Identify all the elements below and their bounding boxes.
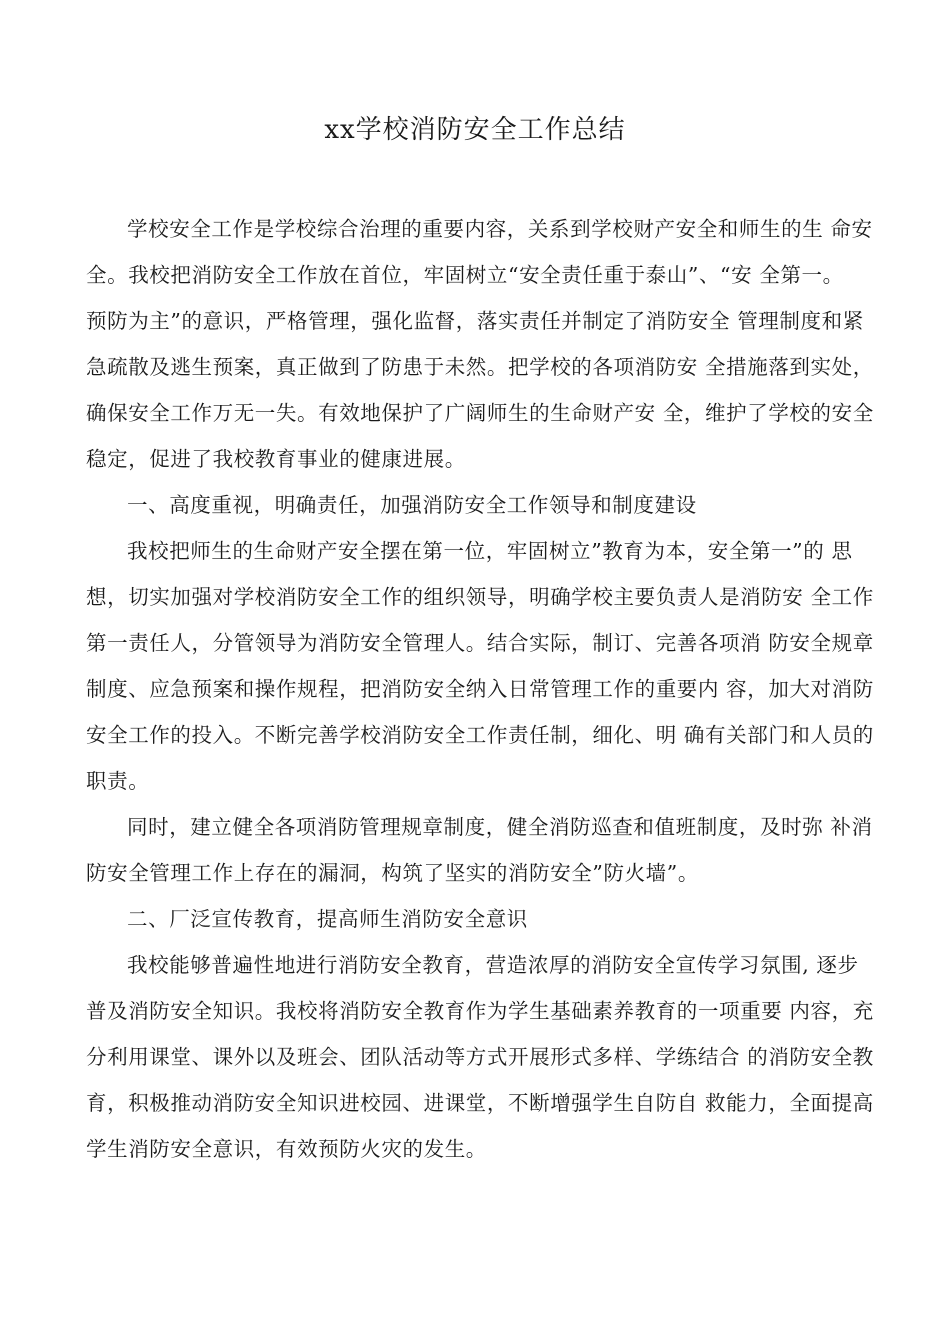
paragraph-line: 第一责任人，分管领导为消防安全管理人。结合实际，制订、完善各项消 防安全规章 xyxy=(86,631,874,655)
paragraph-line: 同时，建立健全各项消防管理规章制度，健全消防巡查和值班制度，及时弥 补消 xyxy=(127,815,873,839)
paragraph-line: 学生消防安全意识，有效预防火灾的发生。 xyxy=(86,1137,487,1161)
paragraph-line: 稳定，促进了我校教育事业的健康进展。 xyxy=(86,447,466,471)
paragraph-section-1-followup xyxy=(86,804,886,896)
section-heading-1 xyxy=(86,482,886,528)
paragraph-line: 急疏散及逃生预案，真正做到了防患于未然。把学校的各项消防安 全措施落到实处， xyxy=(86,355,874,379)
paragraph-section-2-body xyxy=(86,942,886,1172)
paragraph-line: 分利用课堂、课外以及班会、团队活动等方式开展形式多样、学练结合 的消防安全教 xyxy=(86,1045,874,1069)
paragraph-line: 我校能够普遍性地进行消防安全教育，营造浓厚的消防安全宣传学习氛围, 逐步 xyxy=(127,953,859,977)
section-heading-text: 一、高度重视，明确责任，加强消防安全工作领导和制度建设 xyxy=(127,493,697,517)
paragraph-line: 防安全管理工作上存在的漏洞，构筑了坚实的消防安全”防火墙”。 xyxy=(86,861,699,885)
document-body xyxy=(86,206,886,1172)
paragraph-line: 学校安全工作是学校综合治理的重要内容，关系到学校财产安全和师生的生 命安 xyxy=(127,217,873,241)
paragraph-section-1-body xyxy=(86,528,886,804)
paragraph-line: 确保安全工作万无一失。有效地保护了广阔师生的生命财产安 全，维护了学校的安全 xyxy=(86,401,874,425)
document-title: xx学校消防安全工作总结 xyxy=(324,115,626,145)
paragraph-line: 想，切实加强对学校消防安全工作的组织领导，明确学校主要负责人是消防安 全工作 xyxy=(86,585,874,609)
paragraph-line: 我校把师生的生命财产安全摆在第一位，牢固树立”教育为本，安全第一”的 思 xyxy=(127,539,853,563)
paragraph-line: 普及消防安全知识。我校将消防安全教育作为学生基础素养教育的一项重要 内容，充 xyxy=(86,999,874,1023)
paragraph-line: 预防为主”的意识，严格管理，强化监督，落实责任并制定了消防安全 管理制度和紧 xyxy=(86,309,864,333)
paragraph-line: 职责。 xyxy=(86,769,150,793)
paragraph-intro xyxy=(86,206,886,482)
section-heading-text: 二、厂泛宣传教育，提高师生消防安全意识 xyxy=(127,907,528,931)
paragraph-line: 全。我校把消防安全工作放在首位，牢固树立“安全责任重于泰山”、“安 全第一。 xyxy=(86,263,844,287)
paragraph-line: 制度、应急预案和操作规程，把消防安全纳入日常管理工作的重要内 容，加大对消防 xyxy=(86,677,874,701)
paragraph-line: 安全工作的投入。不断完善学校消防安全工作责任制，细化、明 确有关部门和人员的 xyxy=(86,723,874,747)
paragraph-line: 育，积极推动消防安全知识进校园、进课堂，不断增强学生自防自 救能力，全面提高 xyxy=(86,1091,874,1115)
section-heading-2 xyxy=(86,896,886,942)
